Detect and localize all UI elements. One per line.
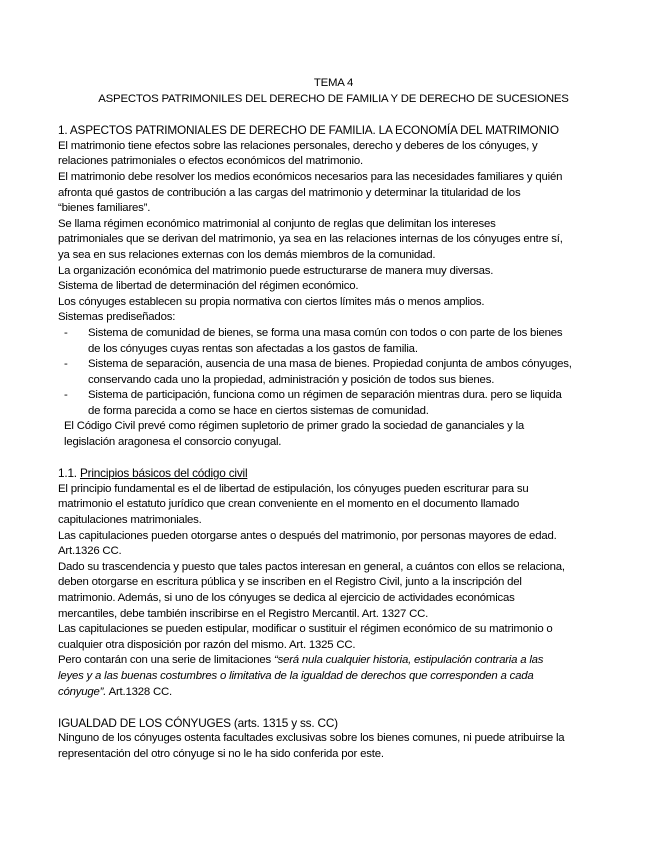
paragraph [58,170,609,217]
list-item-text: Sistema de separación, ausencia de una masa de bienes. Propiedad conjunta de ambos cónyuges, [88,358,572,371]
spacer [58,451,609,467]
text-line: El matrimonio tiene efectos sobre las relaciones personales, derecho y deberes de los cónyuges, y [58,139,538,152]
paragraph [58,419,609,450]
text-line: El matrimonio debe resolver los medios económicos necesarios para las necesidades familiares y quién [58,170,563,183]
section-number: 1.1. [58,466,77,481]
text-line [58,653,609,669]
paragraph [58,139,609,170]
text-line: capitulaciones matrimoniales. [58,514,202,527]
text-line: Se llama régimen económico matrimonial al conjunto de reglas que delimitan los intereses [58,217,496,230]
paragraph [58,560,609,622]
paragraph [58,653,609,700]
text-line: Dado su trascendencia y puesto que tales pactos interesan en general, a cuántos con ellos se relaciona, [58,560,565,573]
list-item [58,326,609,357]
dash-bullet-icon: - [64,389,68,402]
list-item-text: de los cónyuges cuyas rentas son afectadas a los gastos de familia. [88,342,418,355]
section-1-heading: 1. ASPECTOS PATRIMONIALES DE DERECHO DE FAMILIA. LA ECONOMÍA DEL MATRIMONIO [58,123,559,138]
text-line: Ninguno de los cónyuges ostenta facultades exclusivas sobre los bienes comunes, ni puede atribuirse la [58,732,565,745]
text-line: mercantiles, debe también inscribirse en el Registro Mercantil. Art. 1327 CC. [58,607,429,620]
text-line: ya sea en sus relaciones externas con los demás miembros de la comunidad. [58,248,436,261]
quote-text: cónyuge”. [58,685,107,698]
text-line: Las capitulaciones se pueden estipular, modificar o sustituir el régimen económico de su matrimonio o [58,623,553,636]
list-item-text: conservando cada uno la propiedad, administración y posición de todos sus bienes. [88,373,495,386]
paragraph [58,217,609,264]
text-line: matrimonio. Además, si uno de los cónyuges se dedica al ejercicio de actividades económicas [58,592,515,604]
paragraph: La organización económica del matrimonio puede estructurarse de manera muy diversas. [58,264,494,277]
section-title: Principios básicos del código civil [79,466,248,481]
section-1-1-heading [58,466,609,482]
text-line: cualquier otra disposición por razón del mismo. Art. 1325 CC. [58,638,356,651]
paragraph [58,622,609,653]
quote-text: leyes y a las buenas costumbres o limitativa de la igualdad de derechos que corresponden a cada [58,669,534,682]
document-title: ASPECTOS PATRIMONILES DEL DERECHO DE FAMILIA Y DE DERECHO DE SUCESIONES [98,92,569,105]
text-line: El Código Civil prevé como régimen supletorio de primer grado la sociedad de gananciales y la [64,420,525,433]
plain-text: Art.1328 CC. [106,685,173,698]
paragraph: Sistema de libertad de determinación del régimen económico. [58,280,359,293]
dash-bullet-icon: - [64,358,68,371]
tema-label: TEMA 4 [313,77,354,89]
text-line: afronta qué gastos de contribución a las cargas del matrimonio y determinar la titularidad de los [58,186,521,199]
list-item [58,357,609,388]
paragraph [58,731,609,762]
quote-text: “será nula cualquier historia, estipulación contraria a las [273,654,544,667]
text-line: deben otorgarse en escritura pública y se inscriben en el Registro Civil, junto a la inscripción del [58,576,522,589]
text-line: Las capitulaciones pueden otorgarse antes o después del matrimonio, por personas mayores de edad. [58,529,557,542]
text-line: legislación aragonesa el consorcio conyugal. [64,436,282,449]
list-item-text: Sistema de participación, funciona como un régimen de separación mientras dura. pero se liquida [88,389,562,402]
paragraph [58,529,609,560]
text-line [58,685,609,701]
igualdad-heading: IGUALDAD DE LOS CÓNYUGES (arts. 1315 y ss. CC) [58,715,338,730]
text-line: “bienes familiares”. [58,202,151,215]
document-header [58,76,609,107]
spacer [58,700,609,716]
text-line: Art.1326 CC. [58,545,122,558]
dash-bullet-icon: - [64,326,68,339]
systems-list [58,326,609,420]
list-item-text: Sistema de comunidad de bienes, se forma una masa común con todos o con parte de los bienes [88,326,563,339]
text-line: patrimoniales que se derivan del matrimonio, ya sea en las relaciones internas de los cónyuges entre sí, [58,233,563,246]
text-line: matrimonio el estatuto jurídico que crean conveniente en el momento en el documento llamado [58,498,520,511]
paragraph: Los cónyuges establecen su propia normativa con ciertos límites más o menos amplios. [58,295,485,308]
text-line: relaciones patrimoniales o efectos económicos del matrimonio. [58,155,363,168]
plain-text: Pero contarán con una serie de limitaciones [58,654,274,667]
list-item [58,388,609,419]
list-item-text: de forma parecida a como se hace en ciertos sistemas de comunidad. [88,404,429,417]
text-line: El principio fundamental es el de libertad de estipulación, los cónyuges pueden escriturar para su [58,482,529,495]
text-line: representación del otro cónyuge si no le ha sido conferida por este. [58,747,384,760]
paragraph: Sistemas prediseñados: [58,311,176,324]
paragraph [58,482,609,529]
